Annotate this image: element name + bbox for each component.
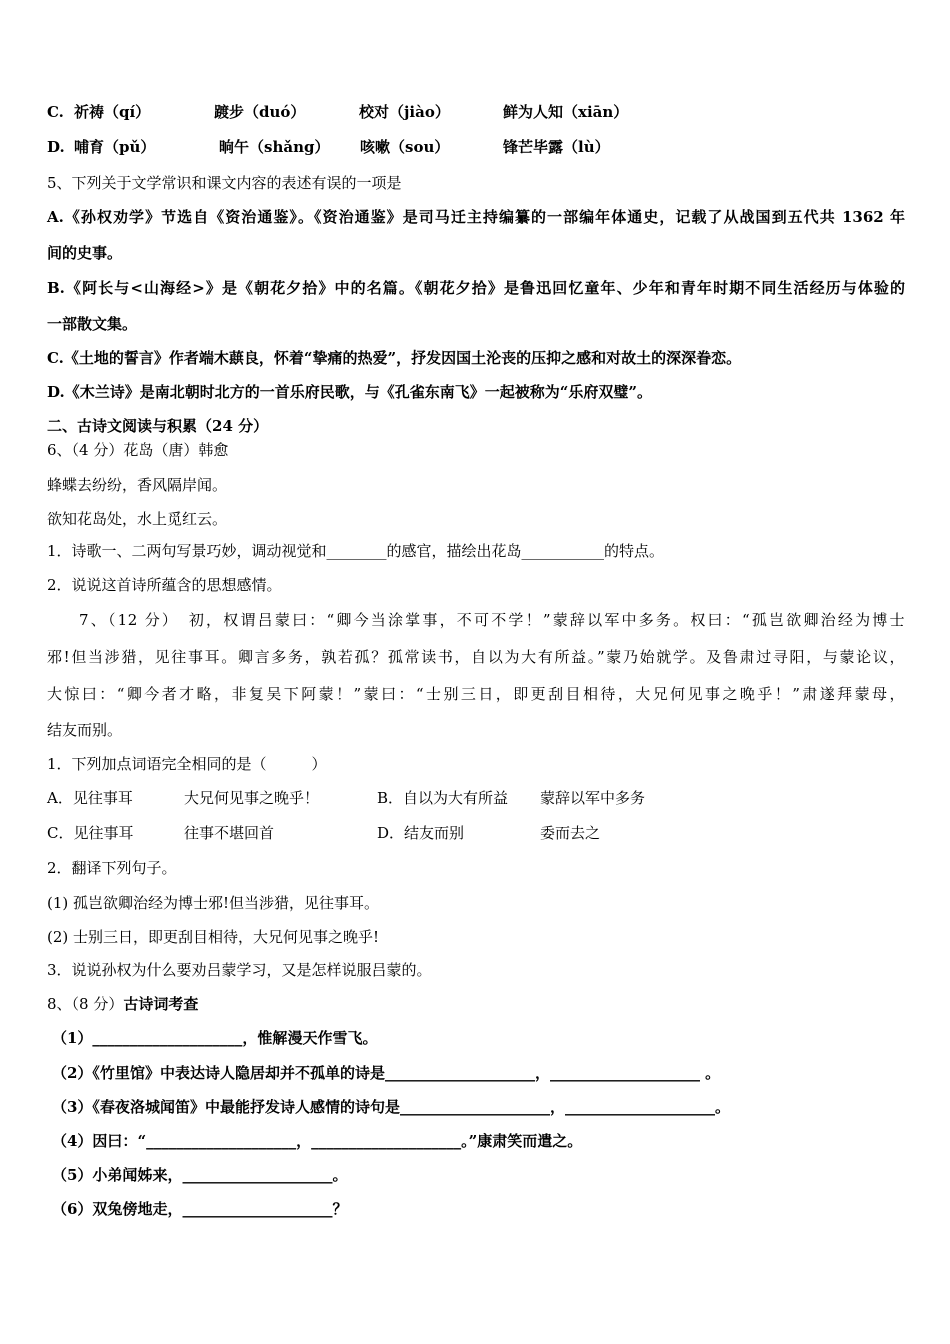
option-c: C．见往事耳 [47, 824, 134, 842]
option-item: 踱步（duó） [214, 103, 306, 121]
q5-stem: 5、下列关于文学常识和课文内容的表述有误的一项是 [47, 174, 402, 192]
option-a-pair: 大兄何见事之晚乎！ [184, 789, 320, 807]
q5-option-d: D.《木兰诗》是南北朝时北方的一首乐府民歌，与《孔雀东南飞》一起被称为“乐府双璧”。 [47, 383, 652, 401]
q8-fill-line: （1）____________________，惟解漫天作雪飞。 [52, 1029, 378, 1047]
option-d-pair: 委而去之 [540, 824, 601, 842]
q5-option-b: B.《阿长与<山海经>》是《朝花夕拾》中的名篇。《朝花夕拾》是鲁迅回忆童年、少年和青年时期不同生活经历与体验的 [47, 279, 905, 297]
q7-translate-item: (2) 士别三日，即更刮目相待，大兄何见事之晚乎! [47, 928, 380, 946]
q7-passage-line: 7、（12 分） 初，权谓吕蒙曰：“卿今当涂掌事，不可不学！”蒙辞以军中多务。权曰：“孤岂欲卿治经为博士 [79, 611, 905, 629]
option-d: D．结友而别 [377, 824, 465, 842]
option-item: 哺育（pǔ） [74, 138, 156, 156]
q8-fill-line: （4）因曰：“____________________，____________________。”康肃笑而遣之。 [52, 1132, 583, 1150]
q5-option-c: C.《土地的誓言》作者端木蕻良，怀着“挚痛的热爱”，抒发因国土沦丧的压抑之感和对故土的深深眷恋。 [47, 349, 742, 367]
option-item: 咳嗽（sou） [360, 138, 450, 156]
section-title: 二、古诗文阅读与积累（24 分） [47, 417, 269, 435]
q8-fill-line: （6）双兔傍地走，____________________？ [52, 1200, 348, 1218]
option-item: 晌午（shǎng） [219, 138, 330, 156]
option-item: 校对（jiào） [359, 103, 450, 121]
option-item: 祈祷（qí） [74, 103, 151, 121]
q7-passage-line: 邪!但当涉猎，见往事耳。卿言多务，孰若孤？孤常读书，自以为大有所益。”蒙乃始就学。及鲁肃过寻阳，与蒙论议， [47, 648, 905, 666]
option-label: D. [47, 138, 65, 156]
q8-fill-line: （2）《竹里馆》中表达诗人隐居却并不孤单的诗是____________________，____________________ 。 [52, 1064, 721, 1082]
q6-sub-question-2: 2．说说这首诗所蕴含的思想感情。 [47, 576, 282, 594]
q8-stem-number: 8、（8 分） [47, 995, 124, 1013]
q7-sub-question-1: 1．下列加点词语完全相同的是（ ） [47, 755, 327, 773]
q7-passage-line: 大惊曰：“卿今者才略，非复吴下阿蒙！”蒙曰：“士别三日，即更刮目相待，大兄何见事之晚乎！”肃遂拜蒙母， [47, 685, 905, 703]
q7-sub-question-2: 2．翻译下列句子。 [47, 859, 177, 877]
q6-sub-question-1: 1．诗歌一、二两句写景巧妙，调动视觉和________的感官，描绘出花岛___________的特点。 [47, 542, 665, 560]
q8-stem [47, 994, 198, 1014]
q6-stem: 6、（4 分）花岛（唐）韩愈 [47, 441, 229, 459]
option-label: C. [47, 103, 64, 121]
option-a: A．见往事耳 [47, 789, 133, 807]
q5-option-a: A.《孙权劝学》节选自《资治通鉴》。《资治通鉴》是司马迁主持编纂的一部编年体通史，记载了从战国到五代共 1362 年 [47, 208, 905, 226]
q7-translate-item: (1) 孤岂欲卿治经为博士邪!但当涉猎，见往事耳。 [47, 894, 380, 912]
option-item: 鲜为人知（xiān） [503, 103, 629, 121]
q8-stem-title: 古诗词考查 [123, 995, 199, 1013]
option-item: 锋芒毕露（lù） [503, 138, 610, 156]
q5-option-b-cont: 一部散文集。 [47, 315, 138, 333]
q6-poem-line: 欲知花岛处，水上觅红云。 [47, 510, 228, 528]
option-b-pair: 蒙辞以军中多务 [540, 789, 646, 807]
q5-option-a-cont: 间的史事。 [47, 244, 123, 262]
option-c-pair: 往事不堪回首 [184, 824, 275, 842]
q6-poem-line: 蜂蝶去纷纷，香风隔岸闻。 [47, 476, 228, 494]
q7-passage-line: 结友而别。 [47, 721, 123, 739]
option-b: B．自以为大有所益 [377, 789, 509, 807]
q8-fill-line: （3）《春夜洛城闻笛》中最能抒发诗人感情的诗句是____________________，____________________。 [52, 1098, 730, 1116]
q7-sub-question-3: 3．说说孙权为什么要劝吕蒙学习，又是怎样说服吕蒙的。 [47, 961, 432, 979]
q8-fill-line: （5）小弟闻姊来，____________________。 [52, 1166, 348, 1184]
